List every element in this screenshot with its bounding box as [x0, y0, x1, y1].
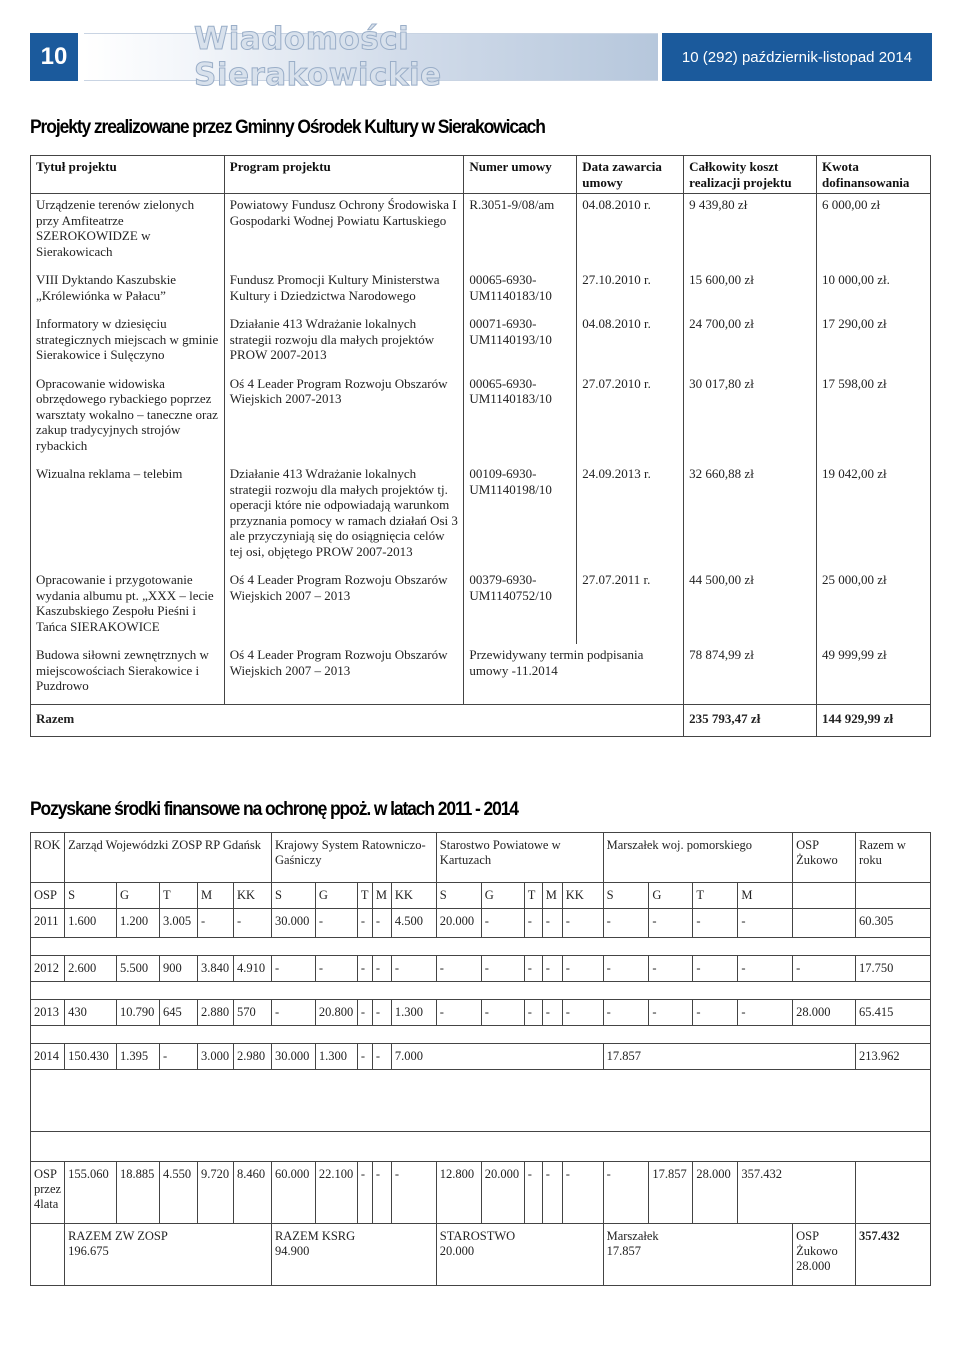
cell: -	[562, 956, 603, 982]
cell: 155.060	[65, 1162, 117, 1224]
cell: -	[481, 956, 524, 982]
project-date: 27.10.2010 r.	[577, 269, 684, 313]
cell: 28.000	[693, 1162, 738, 1224]
funding-subheader-row	[31, 883, 931, 909]
cell: 3.840	[197, 956, 233, 982]
cell: 17.857	[603, 1044, 855, 1070]
head-marszalek: Marszałek woj. pomorskiego	[603, 833, 793, 883]
spacer-cell	[31, 982, 931, 1000]
cell: -	[160, 1044, 198, 1070]
project-number: R.3051-9/08/am	[464, 194, 577, 270]
cell: -	[233, 909, 271, 938]
cell: 2.880	[197, 1000, 233, 1026]
cell: 4.500	[391, 909, 436, 938]
page-header	[30, 21, 932, 93]
project-cost: 44 500,00 zł	[684, 569, 817, 644]
summary-label: RAZEM KSRG	[274, 1229, 356, 1243]
cell: 12.800	[436, 1162, 481, 1224]
cell: -	[391, 956, 436, 982]
cell: -	[603, 1000, 649, 1026]
sub-cell: S	[271, 883, 315, 909]
head-starostwo: Starostwo Powiatowe w Kartuzach	[436, 833, 603, 883]
project-title: Urządzenie terenów zielonych przy Amfiteatrze SZEROKOWIDZE w Sierakowicach	[31, 194, 225, 270]
projects-table	[30, 155, 931, 737]
sub-cell: S	[65, 883, 117, 909]
cell: 213.962	[856, 1044, 931, 1070]
cell: -	[524, 956, 542, 982]
cell: -	[315, 956, 357, 982]
sub-cell: KK	[233, 883, 271, 909]
project-cost: 24 700,00 zł	[684, 313, 817, 373]
cell: 10.790	[117, 1000, 160, 1026]
project-title: Opracowanie i przygotowanie wydania albumu pt. „XXX – lecie Kaszubskiego Zespołu Pieśni i Tańca SIERAKOWICE	[31, 569, 225, 644]
project-grant: 19 042,00 zł	[817, 463, 931, 569]
head-zosp: Zarząd Wojewódzki ZOSP RP Gdańsk	[65, 833, 272, 883]
table-row	[31, 313, 931, 373]
project-title: Informatory w dziesięciu strategicznych miejscach w gminie Sierakowice i Sulęczyno	[31, 313, 225, 373]
project-date: 04.08.2010 r.	[577, 313, 684, 373]
project-program: Działanie 413 Wdrażanie lokalnych strategii rozwoju dla małych projektów PROW 2007-2013	[224, 313, 464, 373]
spacer-cell	[31, 1070, 931, 1132]
project-cost: 15 600,00 zł	[684, 269, 817, 313]
spacer-row	[31, 1070, 931, 1132]
table-row	[31, 269, 931, 313]
head-ksrg: Krajowy System Ratowniczo-Gaśniczy	[271, 833, 436, 883]
spacer-cell	[31, 1026, 931, 1044]
col-program: Program projektu	[224, 156, 464, 194]
cell	[856, 1162, 931, 1224]
cell: -	[649, 956, 693, 982]
cell: -	[197, 909, 233, 938]
cell: OSP przez 4lata	[31, 1162, 65, 1224]
cell: -	[481, 909, 524, 938]
cell: -	[603, 909, 649, 938]
summary-value: 17.857	[606, 1244, 641, 1258]
cell: 17.750	[856, 956, 931, 982]
summary-label: Marszałek	[606, 1229, 659, 1243]
cell: 22.100	[315, 1162, 357, 1224]
cell: 9.720	[197, 1162, 233, 1224]
table-row	[31, 463, 931, 569]
cell: 1.300	[391, 1000, 436, 1026]
project-program: Fundusz Promocji Kultury Ministerstwa Kultury i Dziedzictwa Narodowego	[224, 269, 464, 313]
sub-cell: G	[315, 883, 357, 909]
cell: 2.980	[233, 1044, 271, 1070]
cell: -	[524, 909, 542, 938]
col-number: Numer umowy	[464, 156, 577, 194]
spacer-cell	[31, 1132, 931, 1162]
head-year: ROK	[31, 833, 65, 883]
cell: 1.200	[117, 909, 160, 938]
cell: 4.550	[160, 1162, 198, 1224]
project-date: 04.08.2010 r.	[577, 194, 684, 270]
sub-cell: T	[524, 883, 542, 909]
total-label: Razem	[31, 704, 684, 737]
project-number: 00109-6930-UM1140198/10	[464, 463, 577, 569]
summary-grand-total: 357.432	[856, 1224, 931, 1286]
sub-cell: M	[738, 883, 793, 909]
project-program: Oś 4 Leader Program Rozwoju Obszarów Wiejskich 2007 – 2013	[224, 569, 464, 644]
summary-starostwo	[436, 1224, 603, 1286]
project-program: Działanie 413 Wdrażanie lokalnych strategii rozwoju dla małych projektów tj. operacji które nie odpowiadają warunkom przyznania pomocy w ramach działań Osi 3 ale przyczyniają się do osiągnięcia celów tej osi, objętego PROW 2007-2013	[224, 463, 464, 569]
spacer-row	[31, 982, 931, 1000]
head-total: Razem w roku	[856, 833, 931, 883]
masthead-title: Wiadomości Sierakowickie	[194, 21, 442, 93]
project-cost: 9 439,80 zł	[684, 194, 817, 270]
sub-cell: G	[481, 883, 524, 909]
table-row	[31, 956, 931, 982]
cell: 60.305	[856, 909, 931, 938]
funding-table	[30, 832, 931, 1286]
project-number: Przewidywany termin podpisania umowy -11.2014	[464, 644, 684, 704]
cell: -	[372, 909, 391, 938]
summary-label: RAZEM ZW ZOSP	[68, 1229, 168, 1243]
cell: -	[542, 1162, 562, 1224]
project-cost: 78 874,99 zł	[684, 644, 817, 704]
projects-section-title: Projekty zrealizowane przez Gminny Ośrodek Kultury w Sierakowicach	[30, 117, 545, 138]
cell: 645	[160, 1000, 198, 1026]
project-date: 24.09.2013 r.	[577, 463, 684, 569]
cell: -	[542, 1000, 562, 1026]
cell: -	[562, 1000, 603, 1026]
masthead-banner	[84, 21, 658, 93]
sub-cell: G	[649, 883, 693, 909]
spacer-row	[31, 1132, 931, 1162]
sub-cell: M	[197, 883, 233, 909]
col-title: Tytuł projektu	[31, 156, 225, 194]
cell: 20.000	[481, 1162, 524, 1224]
project-title: Opracowanie widowiska obrzędowego rybackiego poprzez warsztaty wokalno – taneczne oraz zakup tradycyjnych strojów rybackich	[31, 373, 225, 464]
cell: -	[357, 1162, 372, 1224]
cell: -	[693, 956, 738, 982]
projects-header-row	[31, 156, 931, 194]
summary-ksrg	[271, 1224, 436, 1286]
table-row	[31, 909, 931, 938]
cell: -	[562, 1162, 603, 1224]
cell: -	[372, 1000, 391, 1026]
project-program: Powiatowy Fundusz Ochrony Środowiska I Gospodarki Wodnej Powiatu Kartuskiego	[224, 194, 464, 270]
sub-cell: T	[160, 883, 198, 909]
project-number: 00071-6930-UM1140193/10	[464, 313, 577, 373]
cell: 5.500	[117, 956, 160, 982]
cell: -	[357, 956, 372, 982]
sub-cell	[793, 883, 856, 909]
project-cost: 30 017,80 zł	[684, 373, 817, 464]
summary-osp	[793, 1224, 856, 1286]
cell: 3.005	[160, 909, 198, 938]
sub-cell: M	[542, 883, 562, 909]
cell: 150.430	[65, 1044, 117, 1070]
sub-cell: G	[117, 883, 160, 909]
project-number: 00065-6930-UM1140183/10	[464, 269, 577, 313]
cell: -	[372, 1162, 391, 1224]
cell: 20.000	[436, 909, 481, 938]
table-row	[31, 1000, 931, 1026]
summary-label: OSP Żukowo	[796, 1229, 838, 1258]
cell: 570	[233, 1000, 271, 1026]
col-date: Data zawarcia umowy	[577, 156, 684, 194]
summary-value: 196.675	[68, 1244, 109, 1258]
cell: -	[562, 909, 603, 938]
summary-row	[31, 1224, 931, 1286]
spacer-row	[31, 938, 931, 956]
cell: 8.460	[233, 1162, 271, 1224]
cell: -	[738, 1000, 793, 1026]
table-row	[31, 194, 931, 270]
cell: 3.000	[197, 1044, 233, 1070]
cell: 4.910	[233, 956, 271, 982]
cell: -	[391, 1162, 436, 1224]
cell: -	[372, 956, 391, 982]
project-date: 27.07.2011 r.	[577, 569, 684, 644]
cell: -	[271, 956, 315, 982]
project-program: Oś 4 Leader Program Rozwoju Obszarów Wiejskich 2007 – 2013	[224, 644, 464, 704]
cell: 17.857	[649, 1162, 693, 1224]
cell: 2014	[31, 1044, 65, 1070]
cell: -	[524, 1000, 542, 1026]
table-row	[31, 644, 931, 704]
cell: 1.600	[65, 909, 117, 938]
cell: -	[357, 1000, 372, 1026]
project-grant: 17 290,00 zł	[817, 313, 931, 373]
cell: 28.000	[793, 1000, 856, 1026]
cell: -	[436, 956, 481, 982]
table-row	[31, 569, 931, 644]
cell: 30.000	[271, 1044, 315, 1070]
head-osp-zukowo: OSP Żukowo	[793, 833, 856, 883]
cell: -	[315, 909, 357, 938]
sub-cell: S	[436, 883, 481, 909]
cell: 2011	[31, 909, 65, 938]
cell: -	[357, 1044, 372, 1070]
cell	[793, 909, 856, 938]
cell: 18.885	[117, 1162, 160, 1224]
sub-cell: OSP	[31, 883, 65, 909]
summary-label: STAROSTWO	[439, 1229, 516, 1243]
project-title: Budowa siłowni zewnętrznych w miejscowościach Sierakowice i Puzdrowo	[31, 644, 225, 704]
cell: -	[603, 1162, 649, 1224]
cell: 60.000	[271, 1162, 315, 1224]
project-grant: 17 598,00 zł	[817, 373, 931, 464]
cell: 65.415	[856, 1000, 931, 1026]
sub-cell: KK	[391, 883, 436, 909]
cell	[31, 1224, 65, 1286]
cell: -	[693, 909, 738, 938]
cell: -	[738, 956, 793, 982]
cell: -	[524, 1162, 542, 1224]
project-title: Wizualna reklama – telebim	[31, 463, 225, 569]
issue-info: 10 (292) październik-listopad 2014	[662, 33, 932, 81]
cell: 20.800	[315, 1000, 357, 1026]
sub-cell: M	[372, 883, 391, 909]
project-grant: 6 000,00 zł	[817, 194, 931, 270]
project-number: 00379-6930-UM1140752/10	[464, 569, 577, 644]
cell: 30.000	[271, 909, 315, 938]
cell: 2012	[31, 956, 65, 982]
total-cost: 235 793,47 zł	[684, 704, 817, 737]
project-date: 27.07.2010 r.	[577, 373, 684, 464]
summary-value: 20.000	[439, 1244, 475, 1258]
sub-cell	[856, 883, 931, 909]
summary-zosp	[65, 1224, 272, 1286]
table-row	[31, 1162, 931, 1224]
cell: -	[372, 1044, 391, 1070]
total-row	[31, 704, 931, 737]
col-cost: Całkowity koszt realizacji projektu	[684, 156, 817, 194]
project-grant: 25 000,00 zł	[817, 569, 931, 644]
cell: -	[481, 1000, 524, 1026]
cell: -	[436, 1000, 481, 1026]
page-number: 10	[30, 33, 78, 81]
sub-cell: S	[603, 883, 649, 909]
cell: -	[793, 956, 856, 982]
cell: 7.000	[391, 1044, 603, 1070]
cell: 1.395	[117, 1044, 160, 1070]
summary-marszalek	[603, 1224, 793, 1286]
cell: -	[542, 956, 562, 982]
sub-cell: T	[357, 883, 372, 909]
cell: -	[603, 956, 649, 982]
cell: -	[271, 1000, 315, 1026]
cell: 2.600	[65, 956, 117, 982]
cell: -	[693, 1000, 738, 1026]
cell: 357.432	[738, 1162, 856, 1224]
spacer-row	[31, 1026, 931, 1044]
cell: -	[649, 1000, 693, 1026]
project-program: Oś 4 Leader Program Rozwoju Obszarów Wiejskich 2007-2013	[224, 373, 464, 464]
sub-cell: KK	[562, 883, 603, 909]
cell: 900	[160, 956, 198, 982]
cell: -	[357, 909, 372, 938]
total-grant: 144 929,99 zł	[817, 704, 931, 737]
project-cost: 32 660,88 zł	[684, 463, 817, 569]
cell: -	[542, 909, 562, 938]
funding-section-title: Pozyskane środki finansowe na ochronę ppoż. w latach 2011 - 2014	[30, 799, 518, 820]
project-grant: 49 999,99 zł	[817, 644, 931, 704]
cell: 2013	[31, 1000, 65, 1026]
spacer-cell	[31, 938, 931, 956]
cell: -	[738, 909, 793, 938]
project-grant: 10 000,00 zł.	[817, 269, 931, 313]
table-row	[31, 373, 931, 464]
col-grant: Kwota dofinansowania	[817, 156, 931, 194]
project-title: VIII Dyktando Kaszubskie „Królewiónka w Pałacu”	[31, 269, 225, 313]
funding-header-row	[31, 833, 931, 883]
cell: 1.300	[315, 1044, 357, 1070]
cell: 430	[65, 1000, 117, 1026]
project-number: 00065-6930-UM1140183/10	[464, 373, 577, 464]
summary-value: 28.000	[796, 1259, 831, 1273]
summary-value: 94.900	[274, 1244, 310, 1258]
table-row	[31, 1044, 931, 1070]
cell: -	[649, 909, 693, 938]
sub-cell: T	[693, 883, 738, 909]
